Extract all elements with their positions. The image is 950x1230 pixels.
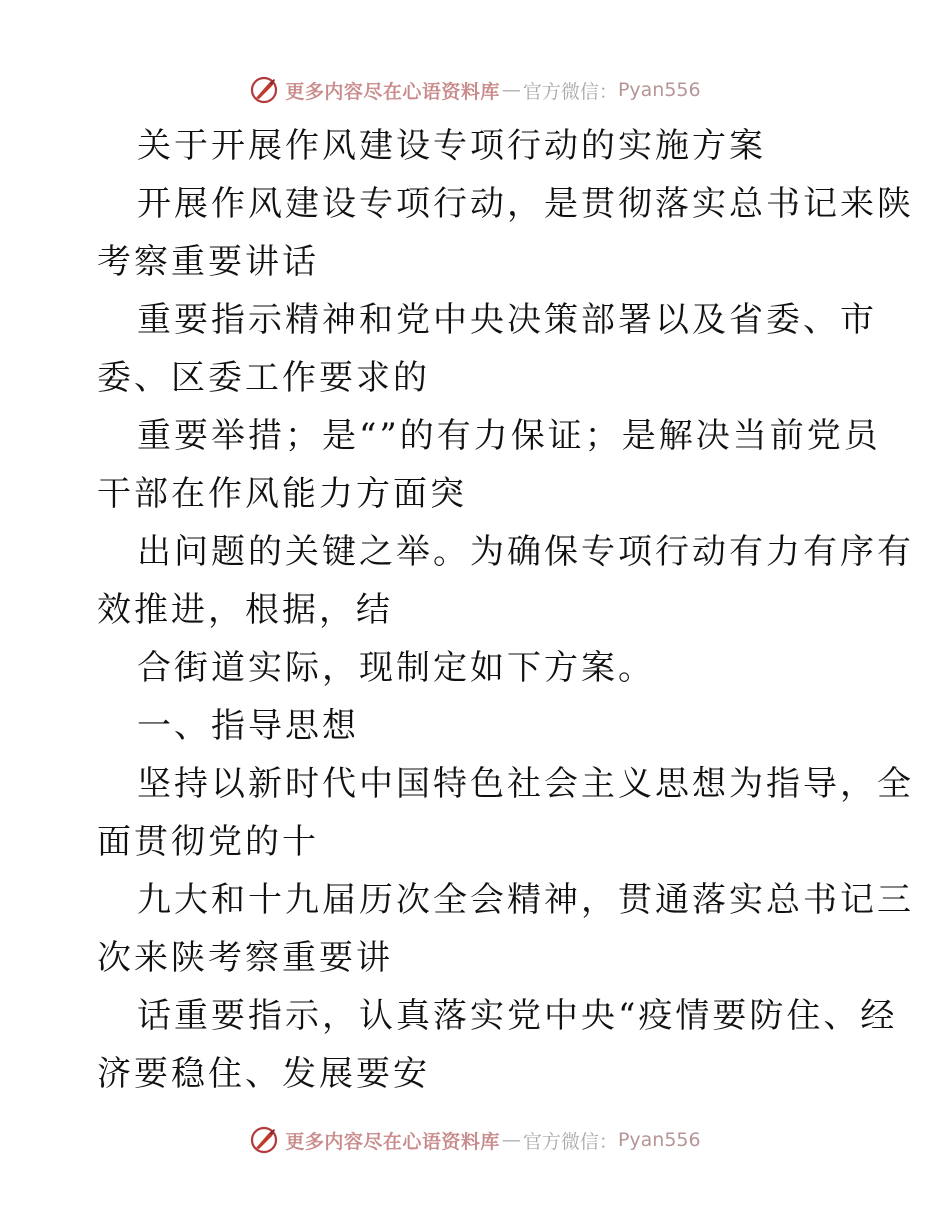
text-line: 考察重要讲话 — [97, 242, 319, 282]
watermark-separator: — — [501, 1129, 521, 1151]
text-line: 次来陕考察重要讲 — [97, 938, 393, 978]
text-line: 关于开展作风建设专项行动的实施方案 — [137, 126, 766, 166]
watermark-brand-text: 更多内容尽在心语资料库 — [285, 1130, 500, 1153]
watermark-header — [0, 73, 950, 107]
watermark-separator: — — [501, 79, 521, 101]
watermark-contact-label: 官方微信： — [522, 1130, 618, 1153]
text-line: 效推进，根据，结 — [97, 590, 393, 630]
watermark-brand-text: 更多内容尽在心语资料库 — [285, 80, 500, 103]
text-line: 干部在作风能力方面突 — [97, 474, 467, 514]
text-line: 话重要指示，认真落实党中央“疫情要防住、经 — [137, 996, 898, 1036]
text-line: 合街道实际，现制定如下方案。 — [137, 648, 655, 688]
text-line: 重要指示精神和党中央决策部署以及省委、市 — [137, 300, 877, 340]
watermark-footer — [0, 1123, 950, 1157]
watermark-contact-id: Pyan556 — [617, 1129, 701, 1151]
text-line: 九大和十九届历次全会精神，贯通落实总书记三 — [137, 880, 914, 920]
text-line: 委、区委工作要求的 — [97, 358, 430, 398]
text-line: 济要稳住、发展要安 — [97, 1054, 430, 1094]
watermark-contact-label: 官方微信： — [522, 80, 618, 103]
text-line: 出问题的关键之举。为确保专项行动有力有序有 — [137, 532, 914, 572]
text-line: 一、指导思想 — [137, 706, 359, 746]
watermark-contact-id: Pyan556 — [617, 79, 701, 101]
text-line: 面贯彻党的十 — [97, 822, 319, 862]
text-line: 坚持以新时代中国特色社会主义思想为指导，全 — [137, 764, 914, 804]
quill-logo-icon — [249, 1125, 279, 1155]
document-body — [97, 117, 914, 1103]
text-line: 开展作风建设专项行动，是贯彻落实总书记来陕 — [137, 184, 914, 224]
text-line: 重要举措；是“”的有力保证；是解决当前党员 — [137, 416, 881, 456]
quill-logo-icon — [249, 75, 279, 105]
